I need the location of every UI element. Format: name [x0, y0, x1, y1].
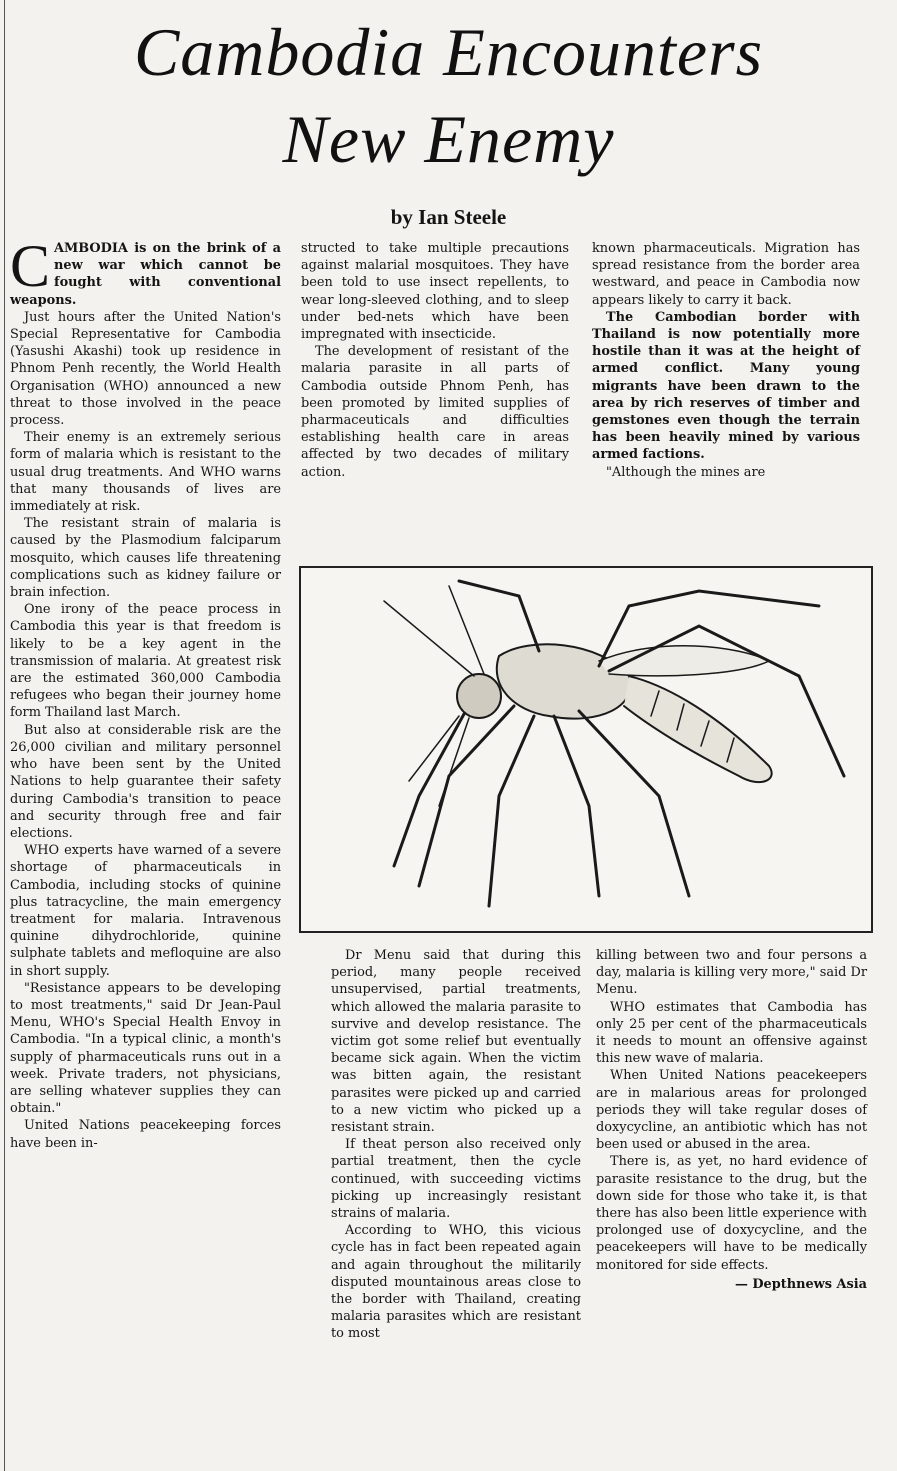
paragraph: One irony of the peace process in Cambodia this year is that freedom is likely to be a key agent in the transmission of malaria. At greatest risk are the estimated 360,000 Cambodia refugees who began their journey home form Thailand last March.: [10, 602, 281, 721]
paragraph: The resistant strain of malaria is caused by the Plasmodium falciparum mosquito, which causes life threatening complications such as kidney failure or brain infection.: [10, 516, 281, 601]
paragraph: known pharmaceuticals. Migration has spread resistance from the border area westward, and peace in Cambodia now appears likely to carry it back.: [592, 241, 860, 308]
paragraph: Dr Menu said that during this period, many people received unsupervised, partial treatments, which allowed the malaria parasite to survive and develop resistance. The victim got some relief but eventually became sick again. When the victim was bitten again, the resistant parasites were picked up and carried to a new victim who picked up a resistant strain.: [331, 948, 581, 1136]
paragraph: Their enemy is an extremely serious form of malaria which is resistant to the usual drug treatments. And WHO warns that many thousands of lives are immediately at risk.: [10, 430, 281, 515]
source-credit: — Depthnews Asia: [734, 1276, 867, 1292]
paragraph: WHO estimates that Cambodia has only 25 per cent of the pharmaceuticals it needs to mount an offensive against this new wave of malaria.: [596, 999, 867, 1067]
paragraph-text: AMBODIA is on the brink of a new war which cannot be fought with conventional weapons.: [10, 241, 281, 308]
paragraph: "Although the mines are: [606, 464, 766, 480]
paragraph: But also at considerable risk are the 26,000 civilian and military personnel who have been sent by the United Nations to help guarantee their safety during Cambodia's transition to peace and security through free and fair elections.: [10, 722, 281, 841]
paragraph: According to WHO, this vicious cycle has in fact been repeated again and again throughout the militarily disputed mountainous areas close to the border with Thailand, creating malaria parasites which are resistant to most: [331, 1223, 581, 1342]
paragraph: WHO experts have warned of a severe shortage of pharmaceuticals in Cambodia, including stocks of quinine plus tatracycline, the main emergency treatment for malaria. Intravenous quinine dihydrochloride, quinine sulphate tablets and mefloquine are also in short supply.: [10, 843, 281, 979]
headline-line-2: New Enemy: [282, 101, 615, 177]
paragraph: There is, as yet, no hard evidence of parasite resistance to the drug, but the down side for those who take it, is that there has also been little experience with prolonged use of doxycycline, and the peacekeepers will have to be medically monitored for side effects.: [596, 1154, 867, 1273]
byline: by Ian Steele: [390, 205, 507, 229]
paragraph: structed to take multiple precautions against malarial mosquitoes. They have been told to use insect repellents, to wear long-sleeved clothing, and to sleep under bed-nets which have been impregnated with insecticide.: [301, 241, 569, 343]
headline-line-1: Cambodia Encounters: [133, 14, 764, 90]
column-2-top: [301, 240, 569, 481]
column-3-top: [592, 240, 860, 481]
lead-paragraph: [10, 233, 281, 309]
column-2-bottom: [331, 947, 581, 1343]
column-1: [10, 233, 281, 1152]
mosquito-illustration: [299, 566, 873, 933]
paragraph: The Cambodian border with Thailand is now potentially more hostile than it was at the height of armed conflict. Many young migrants have been drawn to the area by rich reserves of timber and gemstones even though the terrain has been heavily mined by various armed factions.: [592, 309, 860, 463]
drop-cap: C: [10, 233, 51, 299]
column-3-bottom: [596, 947, 867, 1293]
paragraph: killing between two and four persons a day, malaria is killing very more," said Dr Menu.: [596, 948, 867, 998]
paragraph: The development of resistant of the malaria parasite in all parts of Cambodia outside Phnom Penh, has been promoted by limited supplies of pharmaceuticals and difficulties establishing health care in areas affected by two decades of military action.: [301, 344, 569, 480]
paragraph: United Nations peacekeeping forces have been in-: [10, 1118, 281, 1151]
paragraph: When United Nations peacekeepers are in malarious areas for prolonged periods they will take regular doses of doxycycline, an antibiotic which has not been used or abused in the area.: [596, 1068, 867, 1153]
paragraph: If theat person also received only partial treatment, then the cycle continued, with succeeding victims picking up increasingly resistant strains of malaria.: [331, 1137, 581, 1222]
paragraph: Just hours after the United Nation's Special Representative for Cambodia (Yasushi Akashi) took up residence in Phnom Penh recently, the World Health Organisation (WHO) announced a new threat to those involved in the peace process.: [10, 309, 281, 429]
paragraph: "Resistance appears to be developing to most treatments," said Dr Jean-Paul Menu, WHO's Special Health Envoy in Cambodia. "In a typical clinic, a month's supply of pharmaceuticals runs out in a week. Private traders, not physicians, are selling whatever supplies they can obtain.": [10, 980, 281, 1117]
